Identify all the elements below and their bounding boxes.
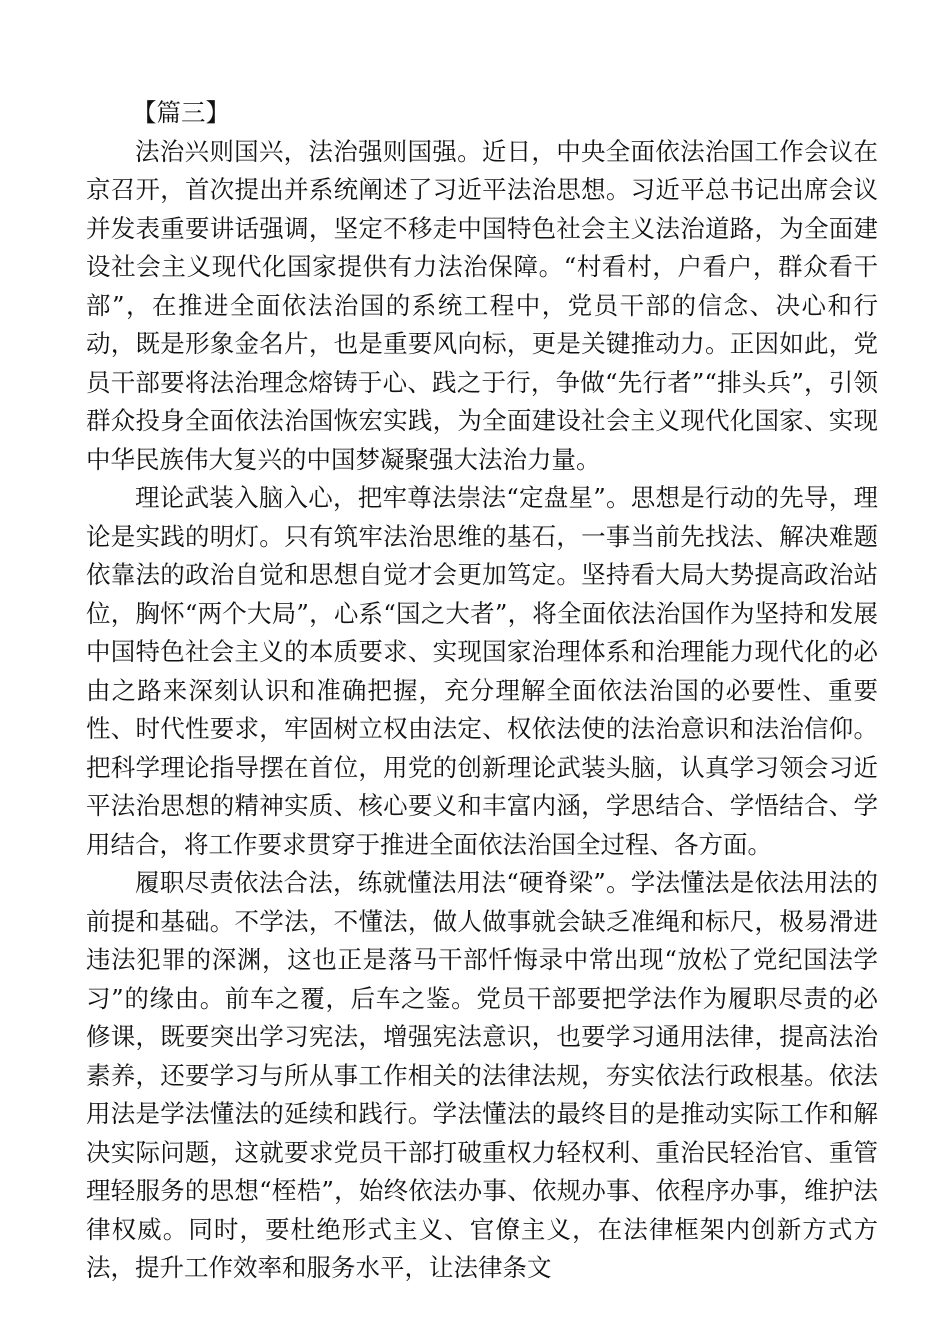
paragraph-theory: 理论武装入脑入心，把牢尊法崇法“定盘星”。思想是行动的先导，理论是实践的明灯。只有筑牢法治思维的基石，一事当前先找法、解决难题依靠法的政治自觉和思想自觉才会更加笃定。坚持看大局大势提高政治站位，胸怀“两个大局”，心系“国之大者”，将全面依法治国作为坚持和发展中国特色社会主义的本质要求、实现国家治理体系和治理能力现代化的必由之路来深刻认识和准确把握，充分理解全面依法治国的必要性、重要性、时代性要求，牢固树立权由法定、权依法使的法治意识和法治信仰。把科学理论指导摆在首位，用党的创新理论武装头脑，认真学习领会习近平法治思想的精神实质、核心要义和丰富内涵，学思结合、学悟结合、学用结合，将工作要求贯穿于推进全面依法治国全过程、各方面。 xyxy=(86,483,878,859)
paragraph-intro: 法治兴则国兴，法治强则国强。近日，中央全面依法治国工作会议在京召开，首次提出并系统阐述了习近平法治思想。习近平总书记出席会议并发表重要讲话强调，坚定不移走中国特色社会主义法治道路，为全面建设社会主义现代化国家提供有力法治保障。“村看村，户看户，群众看干部”，在推进全面依法治国的系统工程中，党员干部的信念、决心和行动，既是形象金名片，也是重要风向标，更是关键推动力。正因如此，党员干部要将法治理念熔铸于心、践之于行，争做“先行者”“排头兵”，引领群众投身全面依法治国恢宏实践，为全面建设社会主义现代化国家、实现中华民族伟大复兴的中国梦凝聚强大法治力量。 xyxy=(86,136,878,474)
paragraph-duty: 履职尽责依法合法，练就懂法用法“硬脊梁”。学法懂法是依法用法的前提和基础。不学法，不懂法，做人做事就会缺乏准绳和标尺，极易滑进违法犯罪的深渊，这也正是落马干部忏悔录中常出现“放松了党纪国法学习”的缘由。前车之覆，后车之鉴。党员干部要把学法作为履职尽责的必修课，既要突出学习宪法，增强宪法意识，也要学习通用法律，提高法治素养，还要学习与所从事工作相关的法律法规，夯实依法行政根基。依法用法是学法懂法的延续和践行。学法懂法的最终目的是推动实际工作和解决实际问题，这就要求党员干部打破重权力轻权利、重治民轻治官、重管理轻服务的思想“桎梏”，始终依法办事、依规办事、依程序办事，维护法律权威。同时，要杜绝形式主义、官僚主义，在法律框架内创新方式方法，提升工作效率和服务水平，让法律条文 xyxy=(86,868,878,1282)
section-title: 【篇三】 xyxy=(132,98,230,127)
document-page xyxy=(86,94,878,1288)
